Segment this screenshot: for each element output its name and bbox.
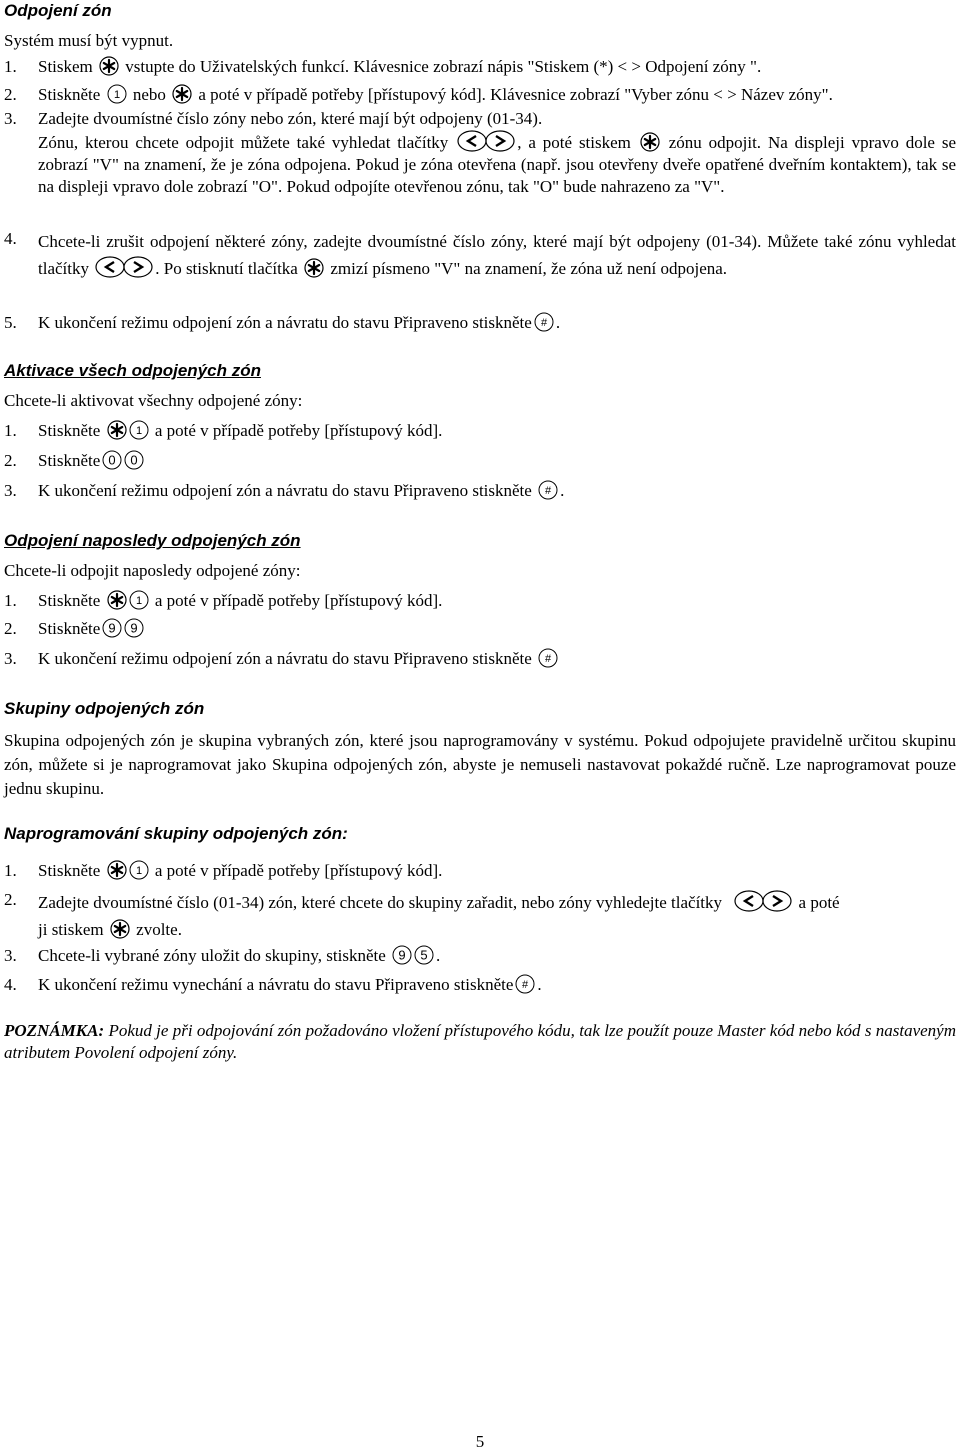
intro-text: Chcete-li aktivovat všechny odpojené zóny: (4, 391, 303, 410)
item-text: Chcete-li zrušit odpojení některé zóny, zadejte dvoumístné číslo zóny, které mají být odpojeny (01-34). Můžete také zónu vyhledat tlačítky (38, 232, 956, 278)
item-text: Stiskněte (38, 591, 101, 610)
item-text: zmizí písmeno "V" na znamení, že zóna už není odpojena. (330, 259, 728, 278)
asterisk-key-icon (107, 860, 127, 880)
section-title-naposledy: Odpojení naposledy odpojených zón (4, 531, 301, 550)
item-text: a poté v případě potřeby [přístupový kód]. (154, 421, 443, 440)
intro-text: Systém musí být vypnut. (4, 31, 174, 50)
digit-0-key-icon (124, 450, 144, 470)
key-label: 9 (398, 947, 406, 963)
item-text: zvolte. (136, 920, 182, 939)
item-text: . (436, 946, 441, 965)
item-number: 3. (4, 946, 17, 965)
item-text: Zónu, kterou chcete odpojit můžete také vyhledat tlačítky (38, 133, 449, 152)
key-label: # (545, 653, 552, 665)
item-text: Stiskněte (38, 85, 101, 104)
item-number: 1. (4, 861, 17, 880)
key-label: 1 (135, 425, 142, 437)
item-number: 3. (4, 481, 17, 500)
item-text: Stiskněte (38, 451, 101, 470)
digit-1-key-icon (129, 590, 149, 610)
key-label: 0 (108, 452, 116, 468)
section-title-skupiny: Skupiny odpojených zón (4, 699, 205, 718)
key-label: # (522, 979, 529, 991)
arrow-keys-icon (95, 256, 153, 278)
item-number: 3. (4, 649, 17, 668)
item-text: Zadejte dvoumístné číslo (01-34) zón, které chcete do skupiny zařadit, nebo zóny vyhledejte tlačítky (38, 893, 723, 912)
item-number: 5. (4, 313, 17, 332)
item-text: a poté v případě potřeby [přístupový kód]. (154, 861, 443, 880)
item-text: Stiskněte (38, 861, 101, 880)
digit-9-key-icon (124, 618, 144, 638)
item-text: zónu odpojit. Na displeji vpravo dole se zobrazí "V" na znamení, že je zóna odpojena. Pokud je zóna otevřena (např. jsou otevřeny dveře opatřené dveřním kontaktem), tak se na displeji vpravo dole zobrazí "O". Pokud odpojíte otevřenou zónu, tak "O" bude nahrazeno za "V". (38, 133, 957, 196)
item-text: K ukončení režimu odpojení zón a návratu do stavu Připraveno stiskněte (38, 313, 532, 332)
item-text: , a poté stiskem (517, 133, 631, 152)
note-text: Pokud je při odpojování zón požadováno vložení přístupového kódu, tak lze použít pouze Master kód nebo kód s nastaveným atributem Povolení odpojení zóny. (4, 1021, 956, 1062)
asterisk-key-icon (172, 84, 192, 104)
item-number: 2. (4, 619, 17, 638)
key-label: 5 (420, 947, 428, 963)
key-label: 1 (135, 865, 142, 877)
section-title-naprogramovani: Naprogramování skupiny odpojených zón: (4, 824, 348, 843)
item-text: Stiskem (38, 57, 93, 76)
item-number: 4. (4, 975, 17, 994)
item-number: 2. (4, 85, 17, 104)
item-number: 2. (4, 890, 17, 909)
section-title-odpojeni-zon: Odpojení zón (4, 1, 112, 20)
hash-key-icon (534, 312, 554, 332)
item-text: K ukončení režimu odpojení zón a návratu do stavu Připraveno stiskněte (38, 649, 532, 668)
hash-key-icon (515, 974, 535, 994)
hash-key-icon (538, 480, 558, 500)
arrow-keys-icon (457, 130, 515, 152)
asterisk-key-icon (640, 132, 660, 152)
item-text: a poté v případě potřeby [přístupový kód]. Klávesnice zobrazí "Vyber zónu < > Název zóny". (198, 85, 833, 104)
key-label: 1 (113, 89, 120, 101)
digit-9-key-icon (392, 945, 412, 965)
key-label: 9 (130, 620, 138, 636)
item-text: K ukončení režimu vynechání a návratu do stavu Připraveno stiskněte (38, 975, 514, 994)
key-label: # (545, 485, 552, 497)
asterisk-key-icon (107, 420, 127, 440)
item-text: . Po stisknutí tlačítka (155, 259, 298, 278)
item-text: a poté v případě potřeby [přístupový kód]. (154, 591, 443, 610)
key-label: 9 (108, 620, 116, 636)
item-text: . (560, 481, 565, 500)
key-label: # (540, 317, 547, 329)
item-text: ji stiskem (38, 920, 104, 939)
item-number: 1. (4, 421, 17, 440)
item-text: . (537, 975, 542, 994)
item-text: a poté (798, 893, 840, 912)
page-number: 5 (475, 1432, 485, 1451)
body-paragraph: Skupina odpojených zón je skupina vybraných zón, které jsou naprogramovány v systému. Pokud odpojujete pravidelně určitou skupinu zón, můžete si je naprogramovat jako Skupina odpojených zón, abyste je nemuseli nastavovat pokaždé ručně. Lze naprogramovat pouze jednu skupinu. (4, 731, 956, 798)
asterisk-key-icon (304, 258, 324, 278)
item-number: 2. (4, 451, 17, 470)
asterisk-key-icon (99, 56, 119, 76)
item-number: 4. (4, 229, 17, 248)
digit-9-key-icon (102, 618, 122, 638)
item-text: K ukončení režimu odpojení zón a návratu do stavu Připraveno stiskněte (38, 481, 532, 500)
digit-1-key-icon (107, 84, 127, 104)
item-number: 3. (4, 109, 17, 128)
asterisk-key-icon (107, 590, 127, 610)
item-text: nebo (132, 85, 166, 104)
intro-text: Chcete-li odpojit naposledy odpojené zóny: (4, 561, 301, 580)
hash-key-icon (538, 648, 558, 668)
asterisk-key-icon (110, 919, 130, 939)
item-text: Stiskněte (38, 619, 101, 638)
item-text: Zadejte dvoumístné číslo zóny nebo zón, které mají být odpojeny (01-34). (38, 109, 543, 128)
item-text: vstupte do Uživatelských funkcí. Klávesnice zobrazí nápis "Stiskem (*) < > Odpojení zóny ". (125, 57, 762, 76)
key-label: 0 (130, 452, 138, 468)
digit-5-key-icon (414, 945, 434, 965)
section-title-aktivace: Aktivace všech odpojených zón (4, 361, 261, 380)
item-text: . (555, 313, 561, 332)
digit-1-key-icon (129, 420, 149, 440)
item-text: Chcete-li vybrané zóny uložit do skupiny, stiskněte (38, 946, 386, 965)
item-text: Stiskněte (38, 421, 101, 440)
item-number: 1. (4, 591, 17, 610)
note-paragraph (4, 1020, 956, 1064)
item-number: 1. (4, 57, 17, 76)
digit-1-key-icon (129, 860, 149, 880)
digit-0-key-icon (102, 450, 122, 470)
note-label: POZNÁMKA: (4, 1021, 105, 1040)
arrow-keys-icon (734, 890, 792, 912)
key-label: 1 (135, 595, 142, 607)
